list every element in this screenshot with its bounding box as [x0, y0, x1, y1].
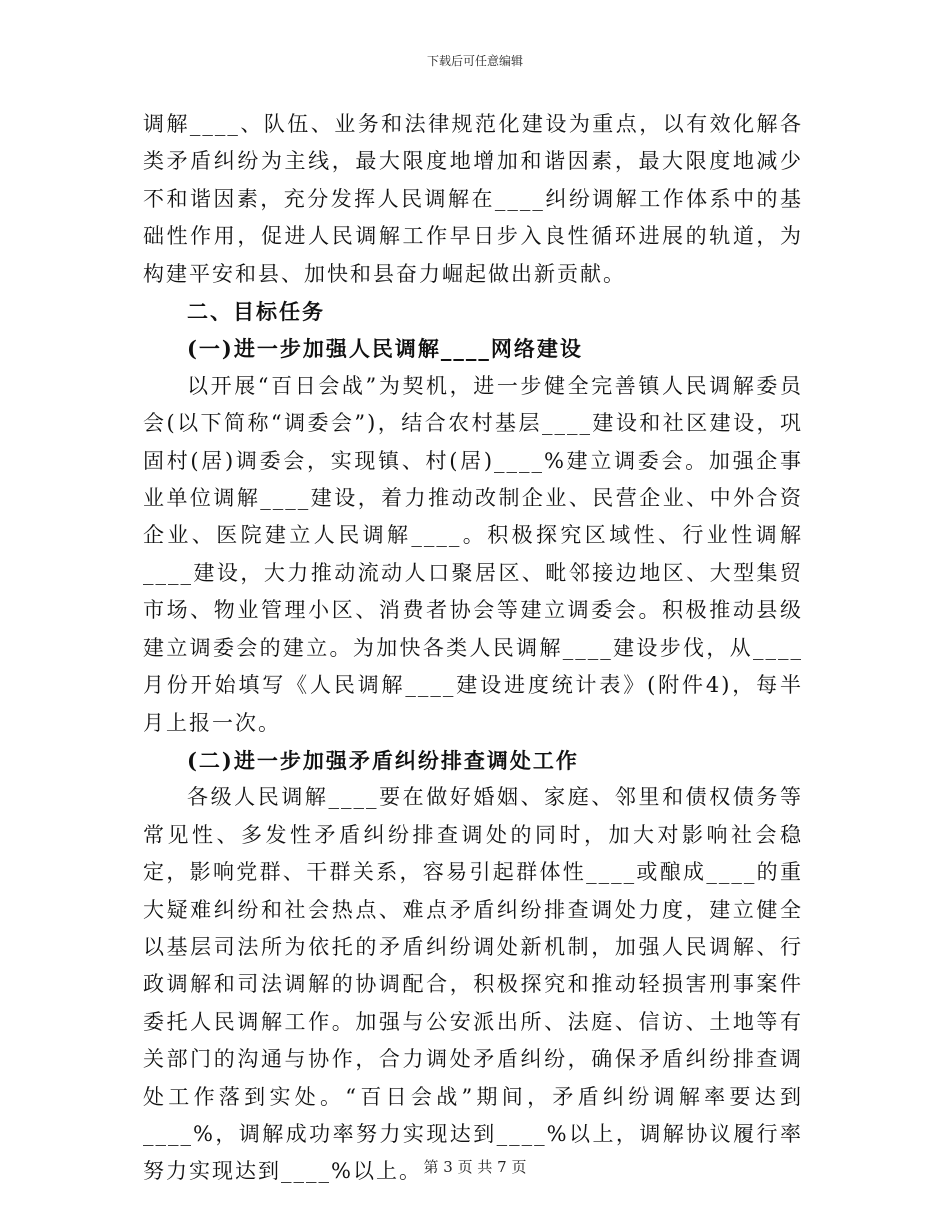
subsection-heading-2: (二)进一步加强矛盾纠纷排查调处工作 — [187, 747, 579, 773]
paragraph-intro-continuation: 调解____、队伍、业务和法律规范化建设为重点，以有效化解各类矛盾纠纷为主线，最大限度地增加和谐因素，最大限度地减少不和谐因素，充分发挥人民调解在____纠纷调解工作体系中的基础性作用，促进人民调解工作早日步入良性循环进展的轨道，为构建平安和县、加快和县奋力崛起做出新贡献。 — [143, 112, 803, 286]
paragraph-network-building: 以开展“百日会战”为契机，进一步健全完善镇人民调解委员会(以下简称“调委会”)，结合农村基层____建设和社区建设，巩固村(居)调委会，实现镇、村(居)____%建立调委会。加强企事业单位调解____建设，着力推动改制企业、民营企业、中外合资企业、医院建立人民调解____。积极探究区域性、行业性调解____建设，大力推动流动人口聚居区、毗邻接边地区、大型集贸市场、物业管理小区、消费者协会等建立调委会。积极推动县级建立调委会的建立。为加快各类人民调解____建设步伐，从____月份开始填写《人民调解____建设进度统计表》(附件4)，每半月上报一次。 — [143, 373, 803, 735]
page-header: 下载后可任意编辑 — [426, 54, 523, 68]
paragraph-dispute-handling: 各级人民调解____要在做好婚姻、家庭、邻里和债权债务等常见性、多发性矛盾纠纷排查调处的同时，加大对影响社会稳定，影响党群、干群关系，容易引起群体性____或酿成____的重大疑难纠纷和社会热点、难点矛盾纠纷排查调处力度，建立健全以基层司法所为依托的矛盾纠纷调处新机制，加强人民调解、行政调解和司法调解的协调配合，积极探究和推动轻损害刑事案件委托人民调解工作。加强与公安派出所、法庭、信访、土地等有关部门的沟通与协作，合力调处矛盾纠纷，确保矛盾纠纷排查调处工作落到实处。“百日会战”期间，矛盾纠纷调解率要达到____%，调解成功率努力实现达到____%以上，调解协议履行率努力实现达到____%以上。 — [143, 785, 803, 1184]
subsection-heading-1: (一)进一步加强人民调解____网络建设 — [187, 336, 583, 362]
section-heading-goals: 二、目标任务 — [187, 299, 325, 325]
page-footer: 第 3 页 共 7 页 — [423, 1158, 527, 1176]
document-body — [143, 106, 803, 1191]
